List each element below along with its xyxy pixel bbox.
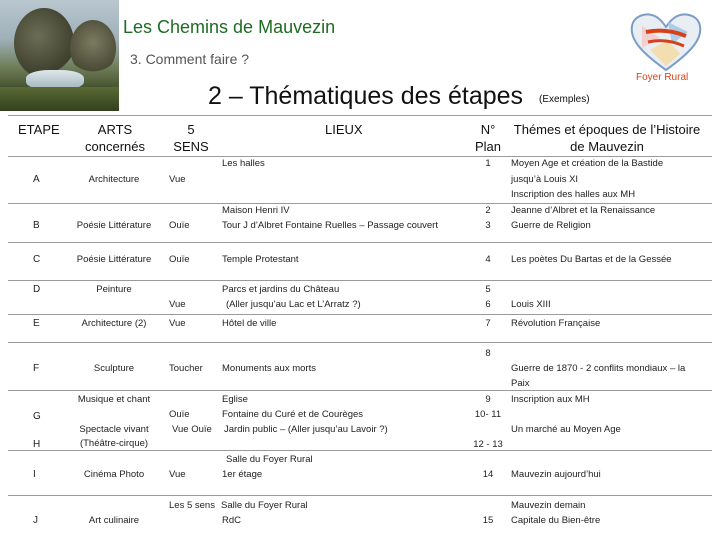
etape-h: H [33,439,41,450]
arts-architecture-2: Architecture (2) [81,318,147,329]
lieu-hotel-ville: Hôtel de ville [222,318,277,329]
header-photo [0,0,119,111]
row-rule [8,390,712,391]
sens-5-sens: Les 5 sens [169,500,215,511]
theme-text: Paix [511,378,530,389]
theme-text: Guerre de 1870 - 2 conflits mondiaux – la [511,363,686,374]
plan-number: 8 [485,348,491,359]
header-subtitle: 3. Comment faire ? [130,51,250,67]
row-rule [8,314,712,315]
header-themes: Thémes et époques de l’Histoire de Mauvezin [513,122,701,154]
lieu-parcs: Parcs et jardins du Château [222,284,340,295]
etape-f: F [33,363,40,374]
arts-sculpture: Sculpture [93,363,135,374]
lieu-temple: Temple Protestant [222,254,299,265]
arts-musique: Musique et chant [77,394,151,405]
theme-text: Mauvezin demain [511,500,586,511]
lieu-lac: (Aller jusqu’au Lac et L’Arratz ?) [226,299,361,310]
plan-number: 6 [485,299,491,310]
lieu-tour-albret: Tour J d’Albret Fontaine Ruelles – Passage couvert [222,220,438,231]
theme-text: jusqu’à Louis XI [511,174,579,185]
logo-caption: Foyer Rural [636,72,689,83]
header-etape: ETAPE [18,122,60,137]
etape-d: D [33,284,41,295]
arts-architecture: Architecture [88,174,140,185]
etape-c: C [33,254,41,265]
sens-vue: Vue [169,318,186,329]
theme-text: Capitale du Bien-être [511,515,601,526]
arts-poesie: Poésie Littérature [76,254,152,265]
theme-text: Moyen Age et création de la Bastide [511,158,664,169]
sens-vue: Vue [169,299,186,310]
etape-b: B [33,220,40,231]
lieu-salle-foyer: Salle du Foyer Rural [221,500,308,511]
plan-number: 2 [485,205,491,216]
etape-g: G [33,411,41,422]
arts-poesie: Poésie Littérature [76,220,152,231]
theme-text: Mauvezin aujourd’hui [511,469,601,480]
etape-a: A [33,174,40,185]
lieu-halles: Les halles [222,158,265,169]
etape-j: J [33,515,38,526]
theme-text: Guerre de Religion [511,220,591,231]
lieu-eglise: Eglise [222,394,248,405]
sens-vue-ouie: Vue Ouïe [172,424,212,435]
arts-culinaire: Art culinaire [88,515,140,526]
plan-number: 7 [485,318,491,329]
row-rule [8,342,712,343]
row-rule [8,242,712,243]
arts-cinema: Cinéma Photo [83,469,145,480]
lieu-fontaine-cure: Fontaine du Curé et de Courèges [222,409,364,420]
theme-text: Inscription des halles aux MH [511,189,636,200]
arts-theatre: (Théâtre-cirque) [79,438,149,449]
plan-number: 15 [482,515,494,526]
sens-vue: Vue [169,174,186,185]
header-title: Les Chemins de Mauvezin [123,17,336,37]
plan-number: 12 - 13 [473,439,503,450]
plan-number: 14 [482,469,494,480]
row-rule [8,280,712,281]
sens-vue: Vue [169,469,186,480]
plan-number: 9 [485,394,491,405]
sens-ouie: Ouïe [169,220,190,231]
theme-text: Jeanne d’Albret et la Renaissance [511,205,656,216]
etape-i: I [33,469,36,480]
theme-text: Un marché au Moyen Age [511,424,621,435]
header-plan: N° Plan [474,122,502,154]
lieu-jardin-public: Jardin public – (Aller jusqu’au Lavoir ?) [224,424,388,435]
page-title: 2 – Thématiques des étapes [208,82,524,110]
plan-number: 10- 11 [474,409,502,420]
theme-text: Les poètes Du Bartas et de la Gessée [511,254,672,265]
lieu-monuments: Monuments aux morts [222,363,316,374]
arts-spectacle: Spectacle vivant [79,424,149,435]
theme-text: Louis XIII [511,299,551,310]
plan-number: 1 [485,158,491,169]
theme-text: Révolution Française [511,318,601,329]
examples-note: (Exemples) [539,94,590,105]
lieu-salle-foyer: Salle du Foyer Rural [226,454,313,465]
arts-peinture: Peinture [96,284,132,295]
sens-toucher: Toucher [169,363,203,374]
plan-number: 3 [485,220,491,231]
lieu-rdc: RdC [222,515,242,526]
lieu-maison-henri: Maison Henri IV [222,205,290,216]
row-rule [8,495,712,496]
sens-ouie: Ouïe [169,254,190,265]
plan-number: 5 [485,284,491,295]
theme-text: Inscription aux MH [511,394,590,405]
foyer-rural-logo [628,10,704,74]
header-lieux: LIEUX [325,122,363,137]
sens-ouie: Ouïe [169,409,190,420]
table-border-top [8,115,712,116]
plan-number: 4 [485,254,491,265]
lieu-premier-etage: 1er étage [222,469,263,480]
header-sens: 5 SENS [173,122,209,154]
header-arts: ARTS concernés [85,122,145,154]
etape-e: E [33,318,40,329]
